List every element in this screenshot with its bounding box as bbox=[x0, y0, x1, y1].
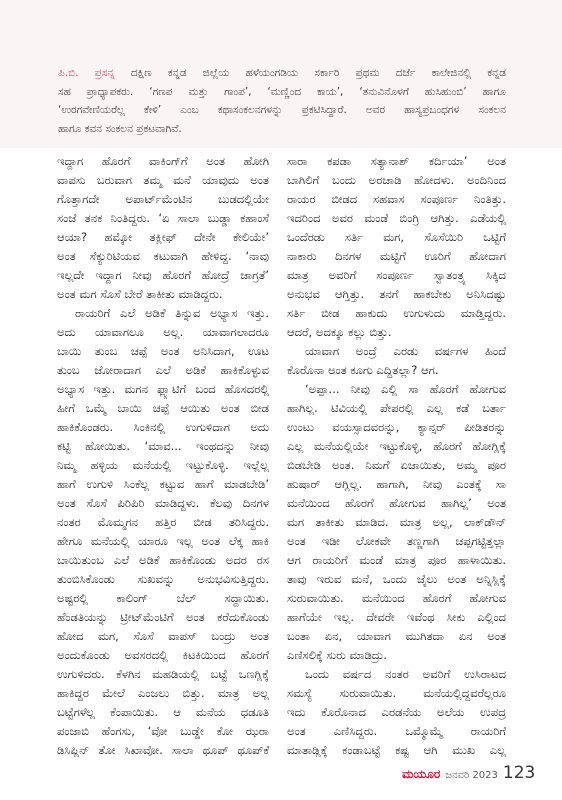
text-line: ಇದ್ದಾಗ ಹೊರಗೆ ವಾಕಿಂಗ್‌ಗೆ ಅಂತ ಹೋಗಿ bbox=[57, 154, 269, 168]
text-line: ಹೋದ ಮಗ, ಸೊಸೆ ವಾಪಸ್ ಬಂದ್ರು ಅಂತ bbox=[57, 629, 269, 643]
text-line: ಬಂತಾ ಏನ, ಯಾವಾಗ ಮುಗಿತದಾ ಏನ ಅಂತ bbox=[287, 629, 506, 643]
text-line: ಬಟ್ಟೆಗಳೆಲ್ಲ ಕೆಂಪಾಯಿತು. ಆ ಮನೆಯ ಧಡೂತಿ bbox=[57, 705, 269, 719]
text-line: ಹಾಗೆಯೇ ಇಲ್ಲ. ದೇವರೇ ಇವೆಂಥ ಸೀಕು ಎಲ್ಲಿಂದ bbox=[287, 610, 506, 624]
text-line: ಇದು ಕೊರೊನಾದ ಎರಡನೆಯ ಅಲೆಯ ಉಪದ್ರ bbox=[287, 705, 506, 719]
text-line: ಹಾಕಿದ್ದರ ಮೇಲೆ ಎಂಜಲು ಬಿತ್ತು. ಮಾತ್ರ ಅಲ್ಲ bbox=[57, 686, 269, 700]
text-line: ಹೀಗೆ ಒಮ್ಮೆ ಬಾಯಿ ಚಪ್ಪೆ ಆಯಿತು ಅಂತ ಬೀಡ bbox=[57, 401, 269, 415]
text-line: ಅದು ಯಾವಾಗಲೂ ಅಲ್ಲ. ಯಾವಾಗಲಾದರೂ bbox=[57, 325, 269, 339]
text-line: ಸರ್ತಿ ಬೀಡ ಹಾಕುದು ಉಗುಳುದು ಮಾಡ್ತಿದ್ದರು. bbox=[287, 306, 506, 320]
text-line: ಪಂಜಾಬಿ ಹೆಂಗಸು, ‘ವೋ ಬುಡ್ಡೇ ಕೋ ಝರಾ bbox=[57, 724, 269, 738]
issue-date: ಜನವರಿ 2023 bbox=[445, 770, 498, 781]
magazine-logo: ಮಯೂರ bbox=[402, 767, 441, 781]
text-line: ಹುಷಾರ್ ಆಗ್ಲಿಲ್ಲ. ಹಾಗಾಗಿ, ನೀವು ಎಂತಕ್ಕೆ ಸಾ bbox=[287, 477, 506, 491]
bio-line bbox=[58, 64, 506, 83]
text-line: ಮನೆಯಿಂದ ಹೊರಗೆ ಹೋಗುವ ಹಾಗಿಲ್ಲ’ ಅಂತ bbox=[287, 496, 506, 510]
text-line: ಯಾವಾಗ ಅಂದ್ರೆ ಎರಡು ವರ್ಷಗಳ ಹಿಂದೆ bbox=[305, 344, 506, 358]
text-line: ತುಂಬಿಸಿಕೊಂಡು ಸುಖವನ್ನು ಅನುಭವಿಸುತ್ತಿದ್ದರು. bbox=[57, 572, 269, 586]
text-line: ಆದರೆ, ಅದಕ್ಕೂ ಕಲ್ಲು ಬಿತ್ತು. bbox=[287, 325, 392, 339]
text-line: ಅಷ್ಟರಲ್ಲಿ ಕಾಲಿಂಗ್ ಬೆಲ್ ಸದ್ದಾಯಿತು. bbox=[57, 591, 269, 605]
text-line: ಬಾಗಿಲಿಗೆ ಬಂದು ಅರಚಾಡಿ ಹೋದಳು. ಅಂದಿನಿಂದ bbox=[287, 173, 506, 187]
text-line: ಇಲ್ಲದೇ ಇದ್ದಾಗ ನೀವು ಹೊರಗೆ ಹೋದ್ರೆ ಜಾಗ್ರತೆ’ bbox=[57, 268, 269, 282]
bio-line: ಸಹ ಪ್ರಾಧ್ಯಾಪಕರು. ‘ಗಣಪ ಮತ್ತು ಗಾಂಪ’, ‘ಮಣ್ಣಿಂದ ಕಾಯ’, ‘ತನುವಿನೊಳಗೆ ಹುಸಿಹುಂಬಿ’ ಹಾಗೂ bbox=[58, 85, 506, 98]
text-line: ಮಾತಾಡ್ಲಿಕ್ಕೆ ಕಂಡಾಬಟ್ಟೆ ಕಷ್ಟ ಆಗಿ ಮುಖ ಎಲ್ಲ bbox=[287, 743, 506, 757]
text-line: ಮಾತ್ರ ಅವರಿಗೆ ಸಂಪೂರ್ಣ ಸ್ವಾತಂತ್ರ್ಯ ಸಿಕ್ಕಿದ bbox=[287, 268, 506, 282]
text-line: ಹೇಗೂ ಮನೆಯಲ್ಲಿ ಯಾರೂ ಇಲ್ಲ ಅಂತ ಲೆಕ್ಕ ಹಾಕಿ bbox=[57, 534, 269, 548]
text-line: ಅನುಭವ ಆಗ್ತಿತ್ತು. ತನಗೆ ಹಾಕಬೇಕು ಅನಿಸಿದಷ್ಟು bbox=[287, 287, 506, 301]
text-line: ಒಂದು ವರ್ಷದ ನಂತರ ಅವರಿಗೆ ಉಸಿರಾಟದ bbox=[305, 667, 506, 681]
text-line: ತಾವು ಇರುವ ಮನೆ, ಒಂದು ಜೈಲು ಅಂತ ಅನ್ನಿಸ್ಲಿಕ್ಕೆ bbox=[287, 572, 506, 586]
text-line: ಹಾಕಿಕೊಂಡರು. ಸಿಂಕಿನಲ್ಲಿ ಉಗುಳಿದಾಗ ಅದು bbox=[57, 420, 269, 434]
text-line: ಆಯಾ? ಹಮ್ಕೋ ತಕ್ಲೀಫ್ ದೇನೇ ಕೇಲಿಯೇ’ bbox=[57, 230, 269, 244]
text-line: ಅಂತ ಇಡೀ ಲೋಕವೇ ತಣ್ಣಗಾಗಿ ಚಪ್ಪಗಟ್ಟಿತ್ತಲ್ಲಾ bbox=[287, 534, 506, 548]
article-column-left bbox=[57, 152, 269, 760]
bio-text: ದಕ್ಷಿಣ ಕನ್ನಡ ಜಿಲ್ಲೆಯ ಹಳೆಯಂಗಡಿಯ ಸರ್ಕಾರಿ ಪ್ರಥಮ ದರ್ಜೆ ಕಾಲೇಜಿನಲ್ಲಿ ಕನ್ನಡ bbox=[114, 67, 506, 79]
text-line: ನಾಕಾರು ದಿನಗಳ ಮಟ್ಟಿಗೆ ಊರಿಗೆ ಹೋದಾಗ bbox=[287, 249, 506, 263]
text-line: ರಾಯರ ಬೀಡದ ಸಹವಾಸ ಸಂಪೂರ್ಣ ನಿಂತಿತ್ತು. bbox=[287, 192, 506, 206]
page-number: 123 bbox=[502, 763, 536, 783]
text-line: ಸಂಜೆ ತನಕ ನಿಂತಿದ್ದರು. ‘ಏ ಸಾಲಾ ಬುಡ್ಡಾ ಕಹಾಂಸೆ bbox=[57, 211, 269, 225]
text-line: ‘ಅಪ್ಪಾ... ನೀವು ಎಲ್ಲಿ ಸಾ ಹೊರಗೆ ಹೋಗುವ bbox=[305, 382, 506, 396]
text-line: ತುಂಬ ಜೋರಾದಾಗ ಎಲೆ ಅಡಿಕೆ ಹಾಕಿಕೊಳ್ಳುವ bbox=[57, 363, 269, 377]
article-column-right bbox=[287, 152, 506, 760]
bio-line: ‘ಉರಗವೇಣಿಯರೆಲ್ಲ ಕೇಳಿ’ ಎಂಬ ಕಥಾಸಂಕಲನಗಳನ್ನು ಪ್ರಕಟಿಸಿದ್ದಾರೆ. ಅವರ ಹಾಸ್ಯಪ್ರಬಂಧಗಳ ಸಂಕಲನ bbox=[58, 104, 506, 116]
text-line: ಆಗ ರಾಯರಿಗೆ ಮಂಡೆ ಮಾತ್ರ ಪೂರ ಹಾಳಾಯಿತು. bbox=[287, 553, 506, 567]
text-line: ಒಂದೆರಡು ಸರ್ತಿ ಮಗ, ಸೊಸೆಯಿರಿ ಒಟ್ಟಿಗೆ bbox=[287, 230, 506, 244]
text-line: ಸಮಸ್ಯೆ ಸುರುವಾಯಿತು. ಮನೆಯಲ್ಲಿದ್ದವರೆಲ್ಲರೂ bbox=[287, 686, 506, 700]
text-line: ಸುರುವಾಯಿತು. ಮನೆಯಿಂದ ಹೊರಗೆ ಹೋಗುವ bbox=[287, 591, 506, 605]
text-line: ಎಣಿಸಲಿಕ್ಕೆ ಸುರು ಮಾಡಿದ್ರು. bbox=[287, 648, 387, 662]
text-line: ನಂತರ ಮೊಮ್ಮಗನ ಹತ್ತಿರ ಬೀಡ ತರಿಸಿದ್ದರು. bbox=[57, 515, 269, 529]
text-line: ಬಿಡಬೇಡಿ ಅಂತ. ನಿಮಗೆ ಏಜಾಯಿತು, ಅಮ್ಮ ಪೂರ bbox=[287, 458, 506, 472]
text-line: ಹಾಗೆ ಉಗುಳಿ ಸಿಂಕೆಲ್ಲ ಕಟ್ಟುವ ಹಾಗೆ ಮಾಡಬೇಡಿ’ bbox=[57, 477, 269, 491]
text-line: ಮಗ ತಾಕೀತು ಮಾಡಿದ. ಮಾತ್ರ ಅಲ್ಲ, ಲಾಕ್‌ಡೌನ್ bbox=[287, 515, 506, 529]
text-line: ಅಭ್ಯಾಸ ಇತ್ತು. ಮಗನ ಫ್ಲ್ಯಾಟಿಗೆ ಬಂದ ಹೊಸದರಲ್ಲಿ bbox=[57, 382, 269, 396]
bio-line: ಹಾಗೂ ಕವನ ಸಂಕಲನ ಪ್ರಕಟವಾಗಿವೆ. bbox=[58, 122, 182, 135]
text-line: ಕಟ್ಟಿ ಹೋಯಿತು. ‘ಮಾವ... ಇಂಥದನ್ನು ನೀವು bbox=[57, 439, 269, 453]
text-line: ಎಲ್ಲ ಮನೆಯಲ್ಲಿಯೇ ಇಟ್ಟುಕೊಳ್ಳಿ, ಹೊರಗೆ ಹೋಗ್ಲಿಕ್ಕೆ bbox=[287, 439, 506, 453]
text-line: ಗೊತ್ತಾಗದೇ ಅಪಾರ್ಟ್‌ಮೆಂಟಿನ ಬುಡದಲ್ಲಿಯೇ bbox=[57, 192, 269, 206]
text-line: ಅಂತ ಎಣಿಸಿದ್ದರು. ಒಮ್ಮೊಮ್ಮೆ ರಾಯರಿಗೆ bbox=[287, 724, 506, 738]
text-line: ಹಾಗಿಲ್ಲ. ಟಿವಿಯಲ್ಲಿ ಪೇಪರಲ್ಲಿ ಎಲ್ಲ ಕಡೆ ಬರ್ತಾ bbox=[287, 401, 506, 415]
text-line: ಡಿಸಿಪ್ಲಿನ್ ತೋ ಸಿಖಾವೋ. ಸಾಲಾ ಥೂಪ್ ಥೂಪ್‌ಕೆ bbox=[57, 743, 269, 757]
text-line: ಹೆಂಡತಿಯನ್ನು ಟ್ರೀಟ್‌ಮೆಂಟಿಗೆ ಅಂತ ಕರೆದುಕೊಂಡು bbox=[57, 610, 269, 624]
text-line: ಬಾಯಿ ತುಂಬ ಚಪ್ಪೆ ಅಂತ ಅನಿಸಿದಾಗ, ಊಟ bbox=[57, 344, 269, 358]
text-line: ಉಂಟು ವಯಸ್ಸಾದವರನ್ನು, ಕ್ಯಾನ್ಸರ್ ಪೀಡಿತರನ್ನು bbox=[287, 420, 506, 434]
text-line: ಅಂತ ಸೊಸೆ ಪಿರಿಪಿರಿ ಮಾಡಿದ್ದಳು. ಕೆಲವು ದಿನಗಳ bbox=[57, 496, 269, 510]
author-bio bbox=[58, 64, 506, 138]
text-line: ಅಂತ ಸೆಕ್ಯುರಿಟಿಯವ ಕಟುವಾಗಿ ಹೇಳಿದ್ದ. ‘ನಾವು bbox=[57, 249, 269, 263]
text-line: ನಿಮ್ಮ ಹಳ್ಳಿಯ ಮನೆಯಲ್ಲಿ ಇಟ್ಟುಕೊಳ್ಳಿ. ಇಲ್ಲೆಲ್ಲ bbox=[57, 458, 269, 472]
text-line: ಅಂದುಕೊಂಡು ಅವಸರದಲ್ಲಿ ಕಿಟಕಿಯಿಂದ ಹೊರಗೆ bbox=[57, 648, 269, 662]
text-line: ಸಾರಾ ಕಪಡಾ ಸತ್ಯಾನಾಶ್ ಕರ್ದಿಯಾ’ ಅಂತ bbox=[287, 154, 506, 168]
text-line: ಬಾಯಿತುಂಬ ಎಲೆ ಅಡಿಕೆ ಹಾಕಿಕೊಂಡು ಅದರ ರಸ bbox=[57, 553, 269, 567]
text-line: ಕೊರೊನಾ ಅಂತ ಕೂಗು ಎದ್ದಿತಲ್ಲಾ? ಆಗ. bbox=[287, 363, 439, 377]
text-line: ಇದರಿಂದ ಅವರ ಮಂಡೆ ಬಿಂಗ್ರಿ ಆಗಿತ್ತು. ಎಡೆಯಲ್ಲಿ bbox=[287, 211, 506, 225]
page-footer bbox=[402, 763, 536, 789]
text-line: ರಾಯರಿಗೆ ಎಲೆ ಅಡಿಕೆ ತಿನ್ನುವ ಅಭ್ಯಾಸ ಇತ್ತು. bbox=[75, 306, 269, 320]
text-line: ವಾಪಸು ಬರುವಾಗ ತಮ್ಮ ಮನೆ ಯಾವುದು ಅಂತ bbox=[57, 173, 269, 187]
text-line: ಅಂತ ಮಗ ಸೊಸೆ ಬೇರೆ ತಾಕೀತು ಮಾಡಿದ್ದರು. bbox=[57, 287, 223, 301]
author-name: ಪಿ.ಬಿ. ಪ್ರಸನ್ನ bbox=[58, 67, 115, 79]
text-line: ಉಗುಳಿದರು. ಕೆಳಗಿನ ಮಹಡಿಯಲ್ಲಿ ಬಟ್ಟೆ ಒಣಗ್ಲಿಕ್ಕೆ bbox=[57, 667, 269, 681]
